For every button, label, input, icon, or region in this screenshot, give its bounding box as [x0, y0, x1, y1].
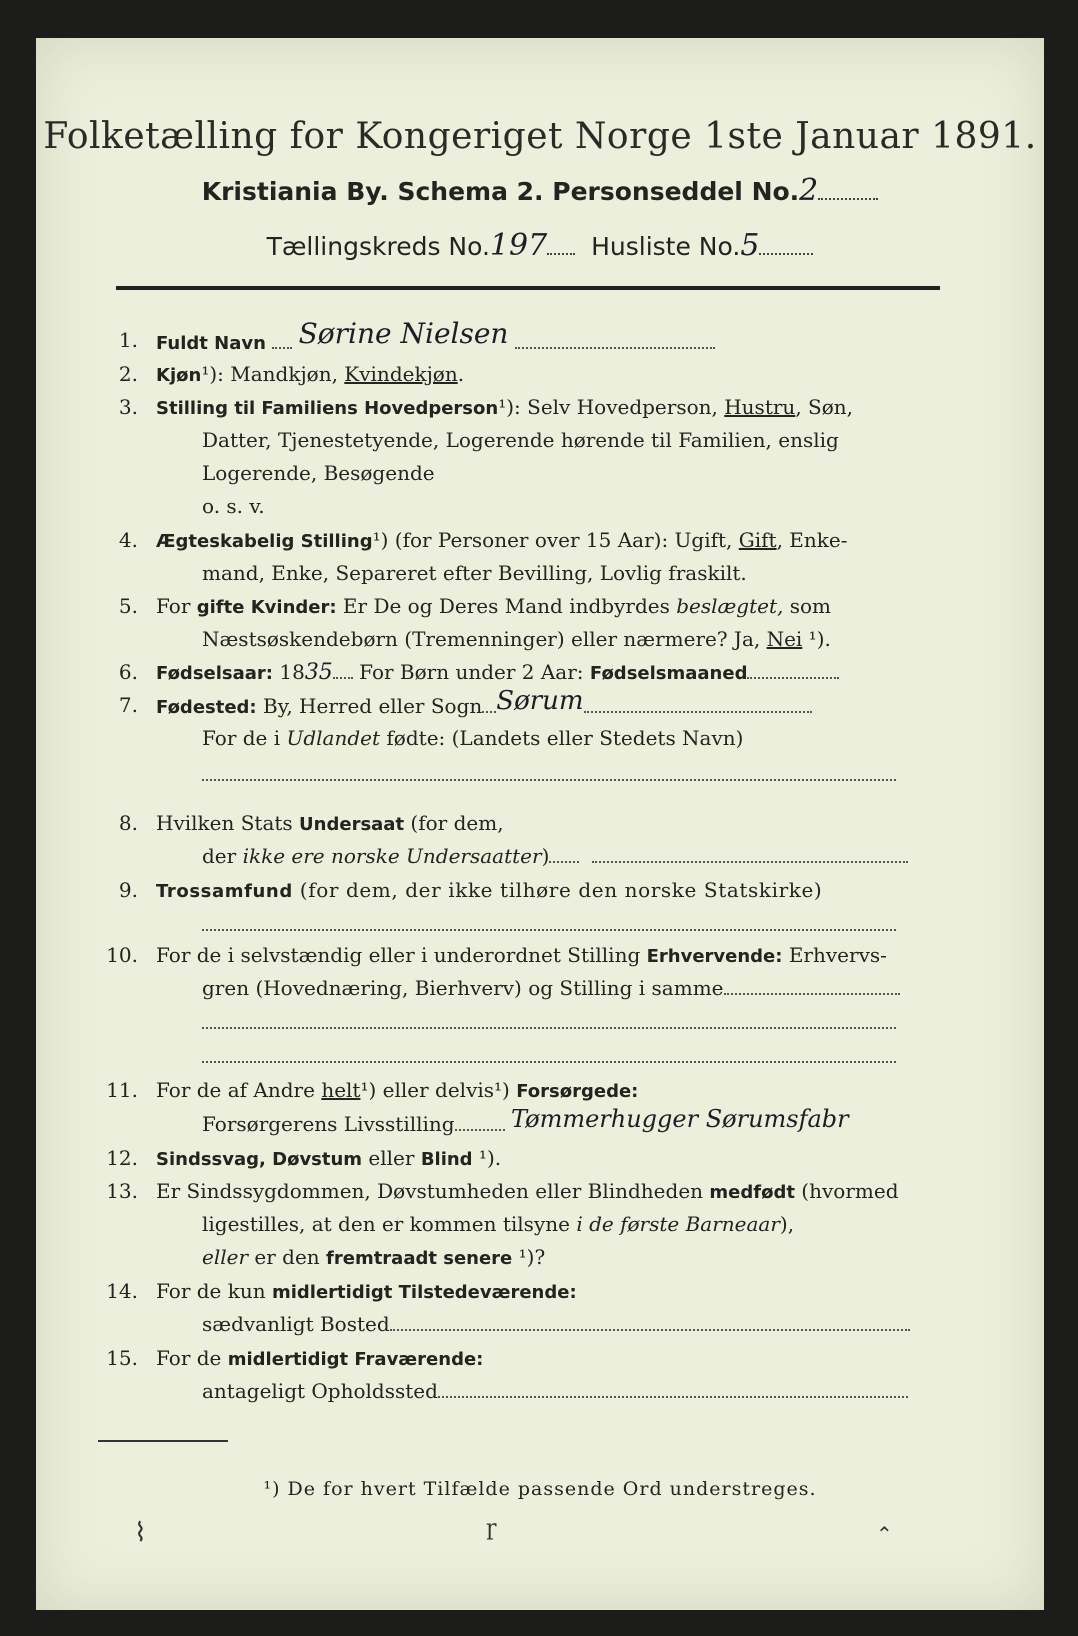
dotted-fill [333, 671, 353, 679]
dotted-fill [515, 341, 715, 349]
item-label: Fødselsaar: [156, 663, 273, 684]
item-text: ), [779, 1212, 795, 1236]
personseddel-number: 2 [799, 173, 819, 208]
item-text: , Enke- [776, 528, 848, 552]
item-number: 10. [106, 943, 138, 967]
dotted-fill [390, 1323, 910, 1331]
ink-mark: ⌇ [134, 1518, 147, 1548]
item-text: i de første Barneaar [576, 1212, 780, 1236]
dotted-fill [202, 1021, 896, 1029]
underlined-choice: helt [321, 1078, 361, 1102]
handwritten-year: 35 [304, 660, 333, 685]
item-text: antageligt Opholdssted [202, 1379, 438, 1403]
item-text: Udlandet [286, 726, 381, 750]
item-text: Forsørgerens Livsstilling [202, 1112, 455, 1136]
handwritten-birthplace: Sørum [496, 686, 584, 716]
item-label: midlertidigt Tilstedeværende: [271, 1282, 577, 1303]
form-title: Folketælling for Kongeriget Norge 1ste Januar 1891. [43, 116, 1037, 157]
item-label: midlertidigt Fraværende: [227, 1349, 484, 1370]
item-text: ¹)? [512, 1245, 546, 1269]
item-number: 7. [118, 693, 138, 717]
item-number: 13. [106, 1179, 138, 1203]
item-text: fødte: (Landets eller Stedets Navn) [380, 726, 744, 750]
item-number: 14. [106, 1279, 138, 1303]
footnote-mark: ¹ [201, 362, 210, 386]
item-text: Er Sindssygdommen, Døvstumheden eller Blindheden [156, 1179, 710, 1203]
handwritten-name: Sørine Nielsen [298, 317, 509, 350]
item-label: medfødt [709, 1182, 795, 1203]
kreds-line [36, 228, 1044, 263]
item-text: er den [248, 1245, 327, 1269]
item-text: ligestilles, at den er kommen tilsyne [202, 1212, 577, 1236]
dotted-fill [759, 231, 813, 256]
item-text: 18 [273, 660, 305, 684]
item-text: Hvilken Stats [156, 811, 300, 835]
item-text: ): Mandkjøn, [209, 362, 345, 386]
kreds-number: 197 [489, 228, 548, 263]
header-rule [116, 286, 940, 290]
dotted-fill [202, 1055, 896, 1063]
item-text: Datter, Tjenestetyende, Logerende hørende til Familien, enslig [202, 428, 839, 452]
footnote-rule [98, 1440, 228, 1442]
item-text: ) [541, 844, 550, 868]
item-text: eller [362, 1146, 421, 1170]
item-number: 3. [118, 395, 138, 419]
kreds-label: Tællingskreds No. [266, 232, 490, 261]
dotted-fill [202, 773, 896, 781]
item-label: Fuldt Navn [156, 333, 266, 354]
item-number: 8. [118, 811, 138, 835]
item-text: Logerende, Besøgende [202, 461, 435, 485]
dotted-fill [747, 671, 839, 679]
item-number: 6. [118, 660, 138, 684]
underlined-choice: Nei [766, 627, 803, 651]
item-label: Stilling til Familiens Hovedperson [156, 398, 499, 419]
underlined-choice: Kvindekjøn [344, 362, 458, 386]
item-text: o. s. v. [202, 494, 265, 518]
item-text: By, Herred eller Sogn [256, 694, 483, 718]
item-label: Sindssvag, Døvstum [156, 1149, 363, 1170]
dotted-fill [549, 855, 579, 863]
underlined-choice: Gift [738, 528, 777, 552]
item-label: fremtraadt senere [326, 1248, 513, 1269]
item-label: Trossamfund [156, 881, 293, 902]
item-text: , Søn, [795, 395, 854, 419]
item-text: For de i selvstændig eller i underordnet Stilling [156, 943, 647, 967]
dotted-fill [482, 705, 496, 713]
item-text: (for dem, [404, 811, 504, 835]
item-text: For Børn under 2 Aar: [352, 660, 590, 684]
item-label: Kjøn [156, 365, 202, 386]
schema-label: Kristiania By. Schema 2. Personseddel No. [201, 177, 800, 206]
item-text: ¹). [472, 1146, 502, 1170]
item-text: For de [156, 1346, 228, 1370]
item-text: ¹) eller delvis¹) [360, 1078, 517, 1102]
dotted-fill [202, 923, 896, 931]
item-label: Ægteskabelig Stilling [156, 531, 373, 552]
dotted-fill [547, 231, 575, 256]
dotted-fill [592, 855, 908, 863]
item-label: Erhvervende: [646, 946, 783, 967]
item-number: 11. [106, 1078, 138, 1102]
item-text: der [202, 844, 243, 868]
item-label: Undersaat [299, 814, 405, 835]
item-label: gifte Kvinder: [196, 597, 337, 618]
dotted-fill [455, 1123, 505, 1131]
item-label: Blind [420, 1149, 473, 1170]
item-text: For de i [202, 726, 287, 750]
item-text: For de kun [156, 1279, 272, 1303]
dotted-fill [818, 176, 878, 201]
dotted-fill [584, 705, 812, 713]
census-form [36, 38, 1044, 1610]
item-text: For de af Andre [156, 1078, 322, 1102]
item-text: (hvormed [794, 1179, 899, 1203]
dotted-fill [438, 1390, 908, 1398]
dotted-fill [272, 341, 292, 349]
item-text: Næstsøskendebørn (Tremenninger) eller nærmere? Ja, [202, 627, 767, 651]
handwritten-occupation: Tømmerhugger Sørumsfabr [510, 1105, 849, 1133]
item-text: ¹). [802, 627, 831, 651]
footnote: ¹) De for hvert Tilfælde passende Ord understreges. [263, 1478, 817, 1500]
item-text: ikke ere norske Undersaatter [242, 844, 542, 868]
ink-mark: ⌃ [876, 1522, 893, 1546]
ink-mark: ɼ [486, 1516, 497, 1541]
underlined-choice: Hustru [724, 395, 796, 419]
item-text: eller [202, 1245, 249, 1269]
dotted-fill [724, 987, 900, 995]
item-label: Forsørgede: [516, 1081, 639, 1102]
item-text: sædvanligt Bosted [202, 1312, 390, 1336]
item-number: 2. [118, 362, 138, 386]
item-number: 5. [118, 594, 138, 618]
item-number: 15. [106, 1346, 138, 1370]
item-text: ¹) (for Personer over 15 Aar): Ugift, [372, 528, 739, 552]
item-text: gren (Hovednæring, Bierhverv) og Stilling i samme [202, 976, 724, 1000]
item-number: 9. [118, 878, 138, 902]
item-label: Fødested: [156, 697, 257, 718]
item-number: 12. [106, 1146, 138, 1170]
item-text: beslægtet, [676, 594, 784, 618]
item-text: som [783, 594, 832, 618]
schema-line [36, 173, 1044, 208]
item-text: (for dem, der ikke tilhøre den norske Statskirke) [292, 878, 823, 902]
item-text: Er De og Deres Mand indbyrdes [336, 594, 677, 618]
item-number: 4. [118, 528, 138, 552]
item-text: Erhvervs- [782, 943, 887, 967]
item-text: mand, Enke, Separeret efter Bevilling, Lovlig fraskilt. [202, 561, 747, 585]
husliste-number: 5 [740, 228, 760, 263]
husliste-label: Husliste No. [591, 232, 741, 261]
item-text: ¹): Selv Hovedperson, [498, 395, 725, 419]
item-text: . [457, 362, 465, 386]
item-label: Fødselsmaaned [589, 663, 748, 684]
item-text: For [156, 594, 197, 618]
item-number: 1. [118, 328, 138, 352]
